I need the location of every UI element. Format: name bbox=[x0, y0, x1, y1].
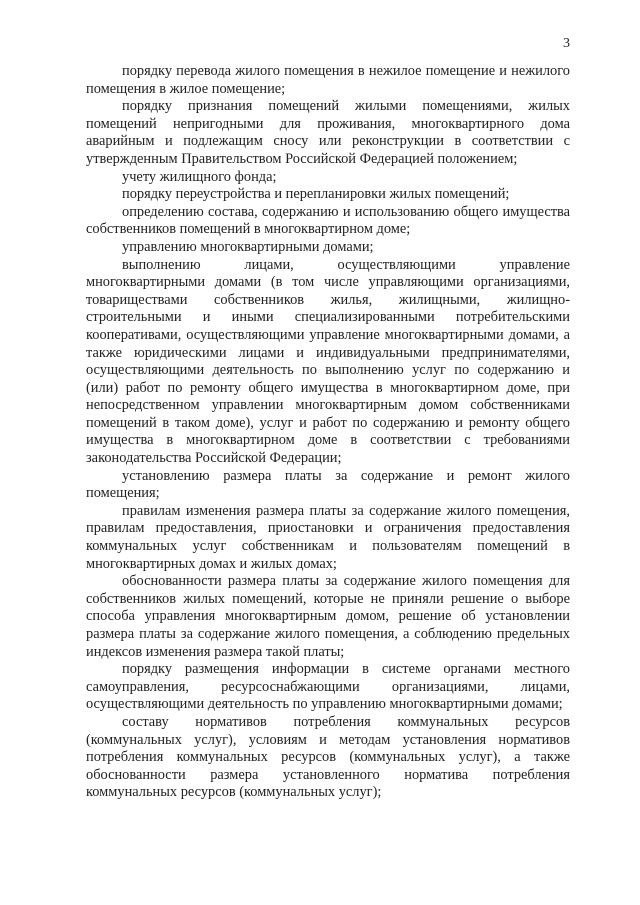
paragraph-reconstruction-order: порядку переустройства и перепланировки жилых помещений; bbox=[122, 186, 510, 203]
paragraph-housing-recognition: порядку признания помещений жилыми помещениями, жилых помещений непригодными для проживания, многоквартирного дома аварийным и подлежащим сносу или реконструкции в соответствии с утвержденным Правительством Российской Федерацией положением; bbox=[86, 98, 570, 167]
paragraph-fee-change-rules: правилам изменения размера платы за содержание жилого помещения, правилам предоставления, приостановки и ограничения предоставления коммунальных услуг собственникам и пользователям помещений в многоквартирных домах и жилых домах; bbox=[86, 502, 570, 572]
paragraph-service-performance: выполнению лицами, осуществляющими управление многоквартирными домами (в том числе управляющими организациями, товариществами собственников жилья, жилищными, жилищно-строительными и иными специализированными потребительскими кооперативами, осуществляющими управление многоквартирными домами, а также юридическими лицами и индивидуальными предпринимателями, осуществляющими деятельность по выполнению услуг по содержанию и (или) работ по ремонту общего имущества в многоквартирном доме, при непосредственном управлении многоквартирным домом собственниками помещений в таком доме), услуг и работ по содержанию и ремонту общего имущества в многоквартирном доме в соответствии с требованиями законодательства Российской Федерации; bbox=[86, 256, 570, 467]
page-number: 3 bbox=[563, 36, 570, 51]
paragraph-information-posting: порядку размещения информации в системе органами местного самоуправления, ресурсоснабжающими организациями, лицами, осуществляющими деятельность по управлению многоквартирными домами; bbox=[86, 661, 570, 713]
paragraph-fee-establishment: установлению размера платы за содержание и ремонт жилого помещения; bbox=[86, 467, 570, 502]
paragraph-consumption-standards: составу нормативов потребления коммунальных ресурсов (коммунальных услуг), условиям и методам установления нормативов потребления коммунальных ресурсов (коммунальных услуг), а также обоснованности размера установленного норматива потребления коммунальных ресурсов (коммунальных услуг); bbox=[86, 713, 570, 801]
paragraph-building-management: управлению многоквартирными домами; bbox=[122, 238, 374, 255]
paragraph-housing-stock-accounting: учету жилищного фонда; bbox=[122, 168, 277, 185]
paragraph-fee-justification: обоснованности размера платы за содержание жилого помещения для собственников жилых помещений, которые не приняли решение о выборе способа управления многоквартирным домом, решение об установлении размера платы за содержание жилого помещения, а соблюдению предельных индексов изменения размера такой платы; bbox=[86, 573, 570, 660]
paragraph-common-property: определению состава, содержанию и использованию общего имущества собственников помещений в многоквартирном доме; bbox=[86, 203, 570, 238]
document-body bbox=[86, 63, 570, 802]
paragraph-conversion-order: порядку перевода жилого помещения в нежилое помещение и нежилого помещения в жилое помещение; bbox=[86, 63, 570, 97]
